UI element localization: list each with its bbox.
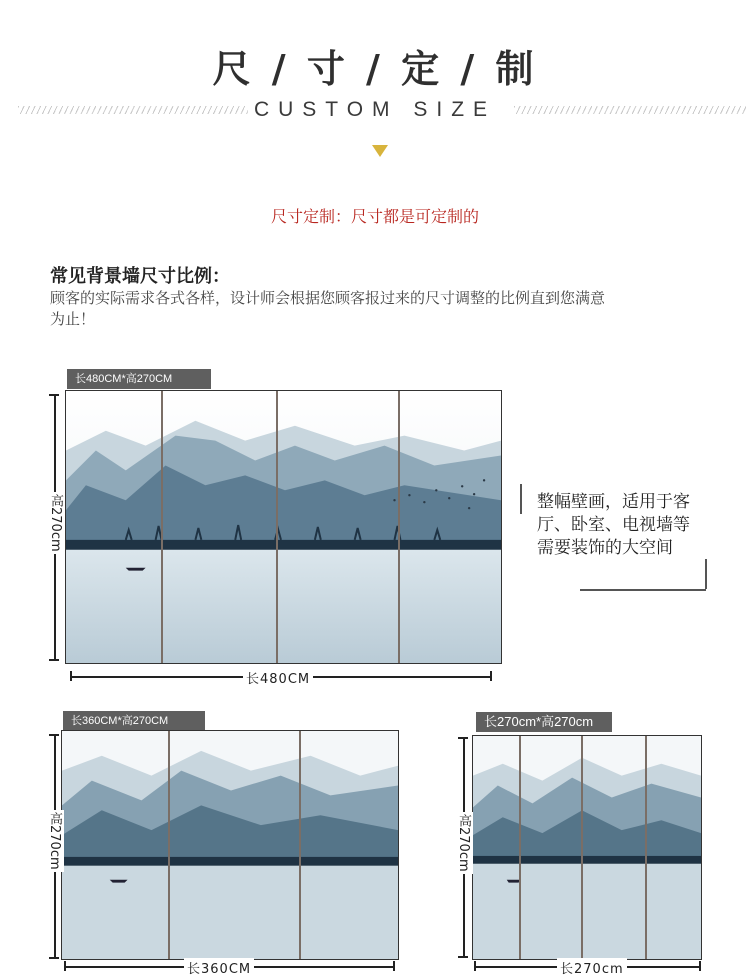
mural-preview-480 — [65, 390, 502, 664]
panel-seam — [161, 391, 163, 663]
note-bracket — [580, 589, 706, 591]
width-label: 长480CM — [243, 668, 313, 687]
panel-seam — [398, 391, 400, 663]
custom-size-notice: 尺寸定制：尺寸都是可定制的 — [270, 207, 479, 226]
dimension-tick — [458, 956, 468, 958]
size-tag-270x270: 长270cm*高270cm — [476, 712, 612, 732]
mural-preview-270 — [472, 735, 702, 960]
section-description: 顾客的实际需求各式各样，设计师会根据您顾客报过来的尺寸调整的比例直到您满意为止！ — [50, 289, 606, 328]
height-label: 高270cm — [456, 814, 471, 872]
panel-seam — [168, 731, 170, 959]
landscape-image — [66, 391, 501, 663]
dimension-tick — [49, 659, 59, 661]
down-triangle-icon — [372, 145, 388, 157]
page-title: 尺 / 寸 / 定 / 制 — [212, 46, 538, 91]
landscape-image — [473, 736, 701, 959]
height-label: 高270cm — [47, 812, 62, 870]
mural-preview-360 — [61, 730, 399, 960]
dimension-tick — [474, 961, 476, 971]
height-label: 高270cm — [48, 494, 63, 552]
panel-seam — [519, 736, 521, 959]
section-title: 常见背景墙尺寸比例： — [50, 266, 230, 287]
dimension-tick — [49, 734, 59, 736]
note-bracket — [520, 484, 522, 514]
dimension-tick — [49, 957, 59, 959]
dimension-tick — [393, 961, 395, 971]
dimension-tick — [49, 394, 59, 396]
dimension-tick — [64, 961, 66, 971]
page-subtitle: CUSTOM SIZE — [253, 98, 497, 121]
panel-seam — [645, 736, 647, 959]
dimension-tick — [70, 671, 72, 681]
note-bracket — [705, 559, 707, 589]
panel-seam — [299, 731, 301, 959]
size-tag-360x270: 长360CM*高270CM — [63, 711, 205, 731]
size-tag-480x270: 长480CM*高270CM — [67, 369, 211, 389]
width-label: 长270cm — [557, 958, 627, 975]
dimension-tick — [699, 961, 701, 971]
width-label: 长360CM — [184, 958, 254, 975]
title-divider-right — [514, 106, 746, 114]
panel-seam — [276, 391, 278, 663]
usage-note: 整幅壁画，适用于客厅、卧室、电视墙等需要装饰的大空间 — [537, 492, 690, 558]
dimension-tick — [490, 671, 492, 681]
panel-seam — [581, 736, 583, 959]
landscape-image — [62, 731, 398, 959]
dimension-tick — [458, 737, 468, 739]
